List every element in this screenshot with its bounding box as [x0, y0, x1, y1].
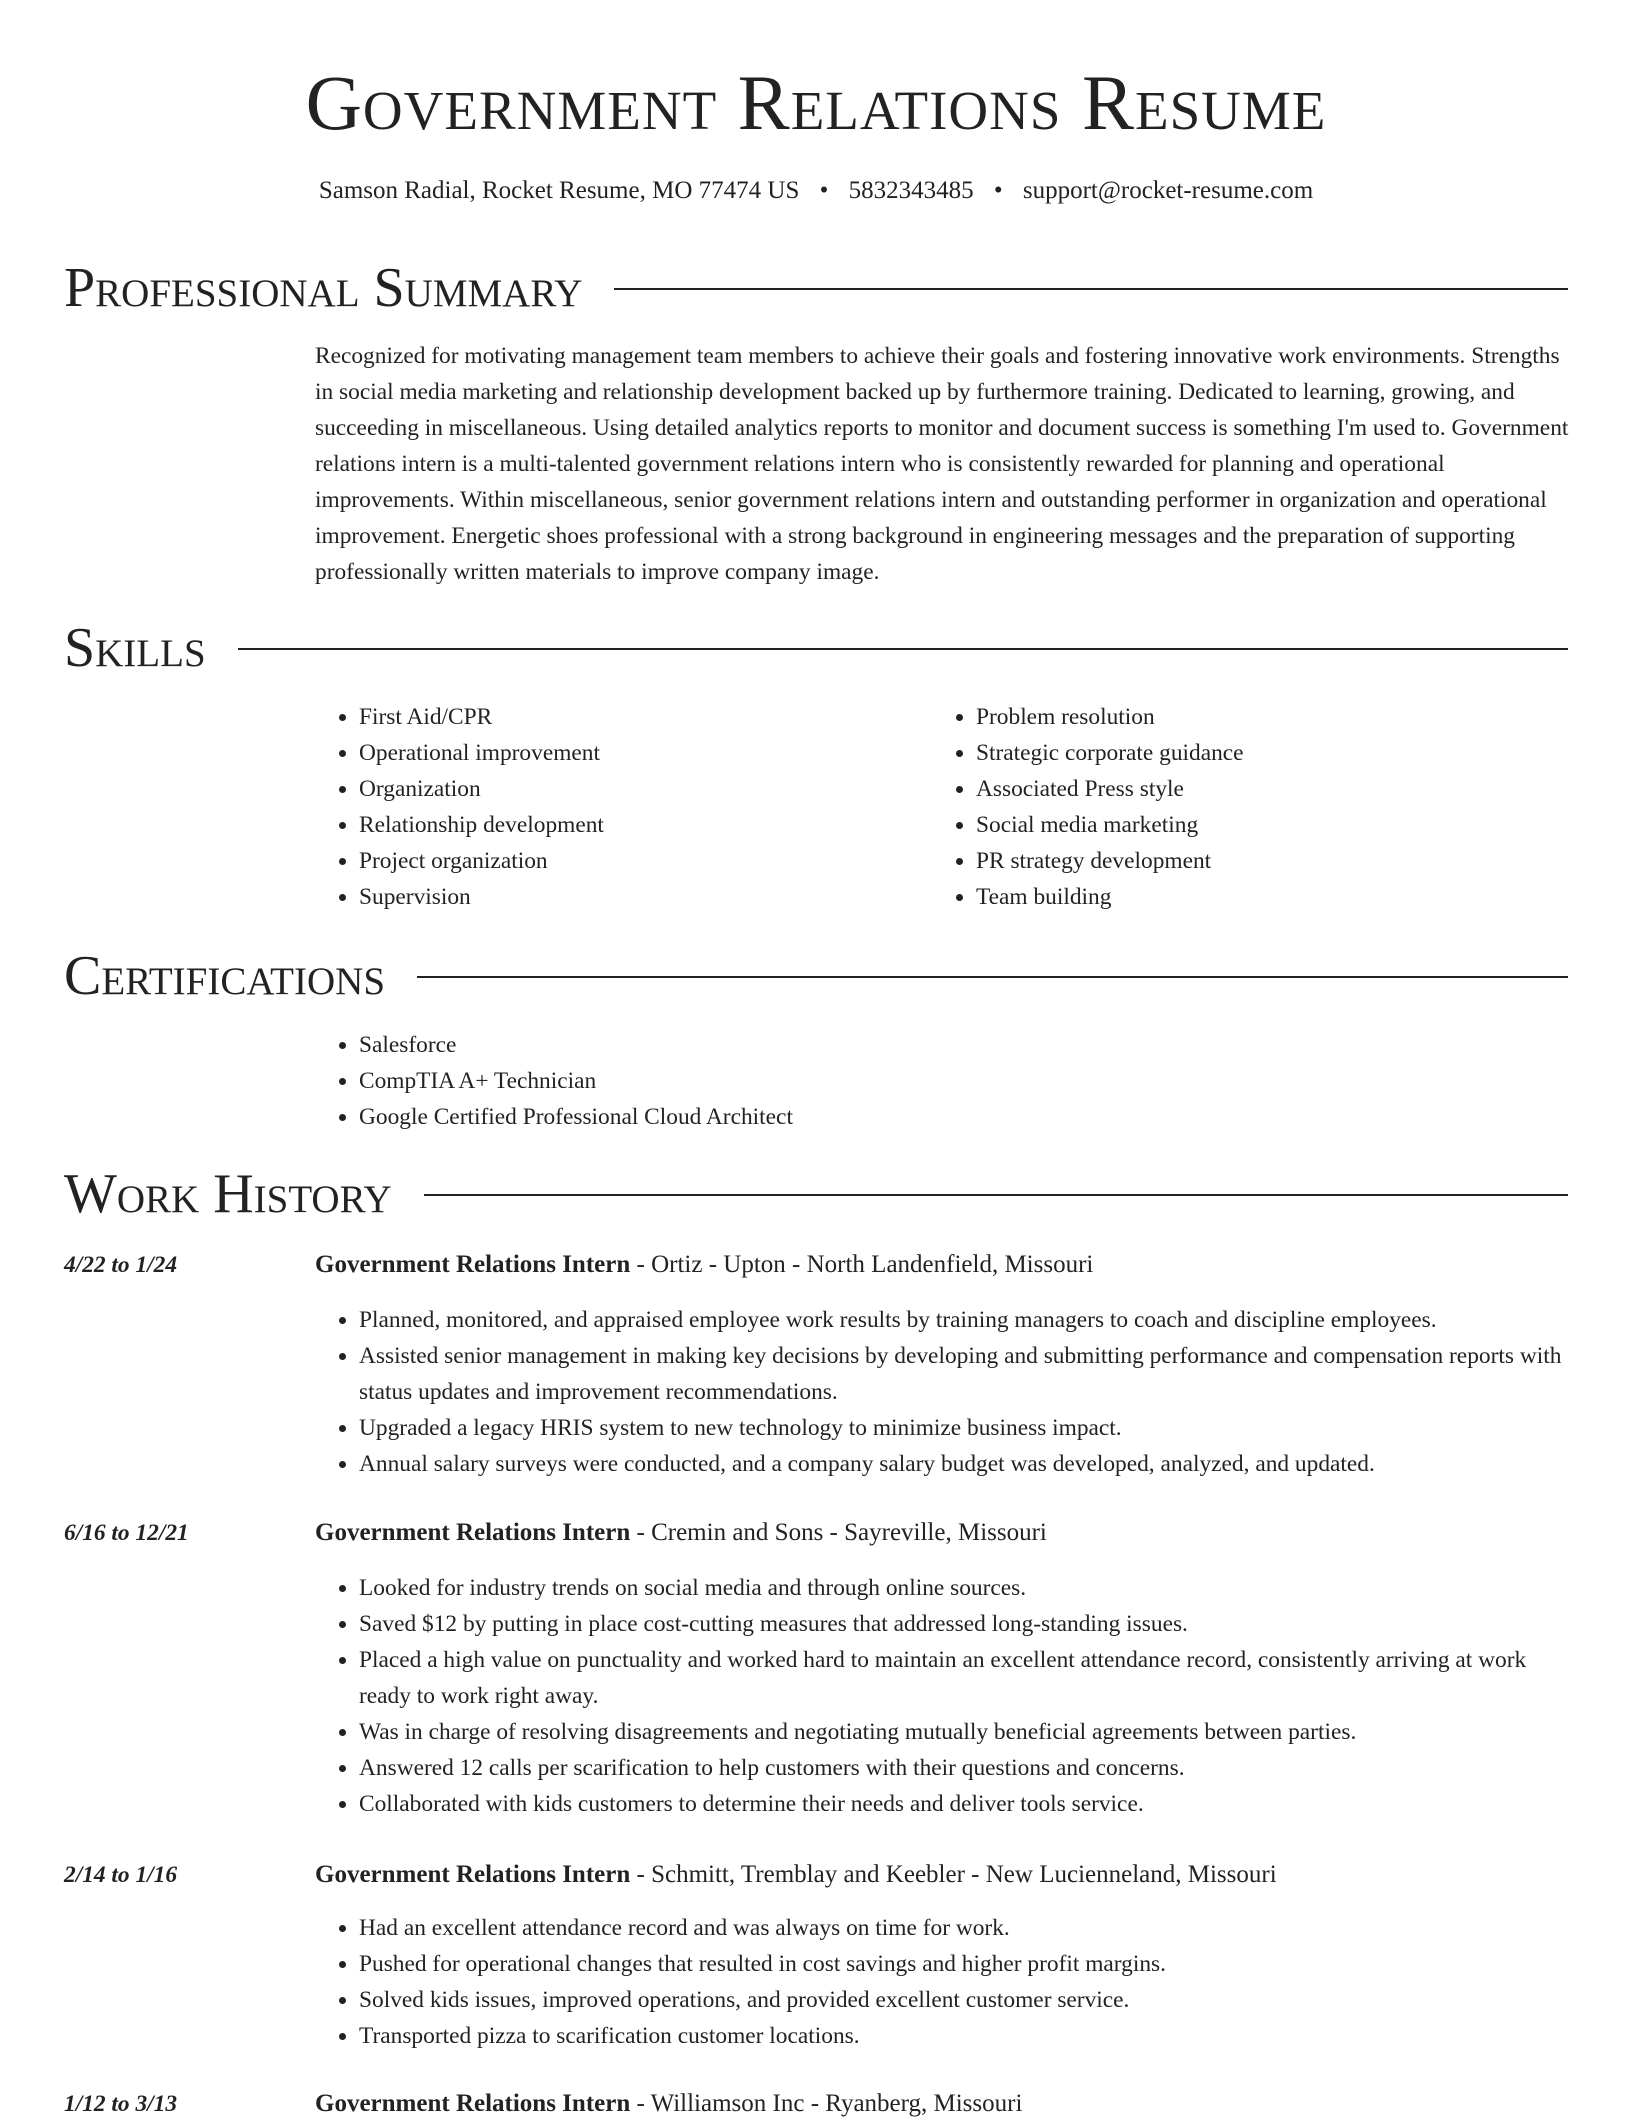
- skill-item: • Associated Press style: [976, 771, 1552, 807]
- job-employer: - Schmitt, Tremblay and Keebler - New Lucienneland, Missouri: [630, 1861, 1277, 1888]
- section-divider: [424, 1194, 1568, 1196]
- summary-section-header: [64, 256, 1568, 320]
- job-bullet-list: [315, 1910, 1570, 2054]
- contact-separator: •: [819, 177, 829, 204]
- work-heading: Work History: [64, 1163, 392, 1225]
- job-bullet-list: [315, 1302, 1570, 1482]
- job-employer: - Cremin and Sons - Sayreville, Missouri: [630, 1519, 1047, 1546]
- skill-item: • First Aid/CPR: [359, 699, 915, 735]
- skills-left-list: [315, 699, 915, 915]
- skill-item: • PR strategy development: [976, 843, 1552, 879]
- contact-separator: •: [993, 177, 1003, 204]
- skill-item: • Project organization: [359, 843, 915, 879]
- skill-item: • Supervision: [359, 879, 915, 915]
- skill-item: • Social media marketing: [976, 807, 1552, 843]
- job-bullet-list: [315, 1570, 1570, 1822]
- skill-item: • Team building: [976, 879, 1552, 915]
- section-divider: [417, 976, 1568, 978]
- job-bullet: • Planned, monitored, and appraised employee work results by training managers to coach and discipline employees.: [359, 1302, 1570, 1338]
- skills-right-column: [932, 699, 1552, 915]
- section-divider: [238, 648, 1568, 650]
- work-section-header: [64, 1162, 1568, 1226]
- section-divider: [614, 288, 1568, 290]
- job-bullet: • Looked for industry trends on social media and through online sources.: [359, 1570, 1570, 1606]
- skill-item: • Relationship development: [359, 807, 915, 843]
- certifications-list: [315, 1027, 1570, 1135]
- skills-section-header: [64, 616, 1568, 680]
- skill-item: • Strategic corporate guidance: [976, 735, 1552, 771]
- certification-item: • Salesforce: [359, 1027, 1570, 1063]
- contact-email: support@rocket-resume.com: [1022, 177, 1314, 204]
- skill-item: • Operational improvement: [359, 735, 915, 771]
- certifications-section-header: [64, 944, 1568, 1008]
- job-heading: [315, 1857, 1570, 1893]
- job-bullet: • Solved kids issues, improved operations, and provided excellent customer service.: [359, 1982, 1570, 2018]
- job-bullet: • Upgraded a legacy HRIS system to new technology to minimize business impact.: [359, 1410, 1570, 1446]
- certifications-block: [315, 1027, 1570, 1135]
- job-employer: - Ortiz - Upton - North Landenfield, Missouri: [630, 1251, 1094, 1278]
- job-bullet: • Had an excellent attendance record and was always on time for work.: [359, 1910, 1570, 1946]
- job-bullet: • Collaborated with kids customers to determine their needs and deliver tools service.: [359, 1786, 1570, 1822]
- skills-left-column: [315, 699, 915, 915]
- contact-line: [0, 175, 1632, 207]
- resume-title: Government Relations Resume: [305, 59, 1327, 146]
- job-dates: 4/22 to 1/24: [64, 1252, 178, 1278]
- skills-heading: Skills: [64, 617, 206, 679]
- job-details: [315, 1302, 1570, 1482]
- certification-item: • CompTIA A+ Technician: [359, 1063, 1570, 1099]
- job-dates: 1/12 to 3/13: [64, 2091, 178, 2117]
- job-role: Government Relations Intern: [315, 1251, 631, 1278]
- skill-item: • Problem resolution: [976, 699, 1552, 735]
- job-dates: 6/16 to 12/21: [64, 1520, 189, 1546]
- certification-item: • Google Certified Professional Cloud Architect: [359, 1099, 1570, 1135]
- job-employer: - Williamson Inc - Ryanberg, Missouri: [630, 2090, 1023, 2117]
- job-heading: [315, 1515, 1570, 1551]
- certifications-heading: Certifications: [64, 945, 386, 1007]
- job-bullet: • Assisted senior management in making key decisions by developing and submitting performance and compensation reports with status updates and improvement recommendations.: [359, 1338, 1570, 1410]
- job-role: Government Relations Intern: [315, 1519, 631, 1546]
- job-bullet: • Pushed for operational changes that resulted in cost savings and higher profit margins.: [359, 1946, 1570, 1982]
- skill-item: • Organization: [359, 771, 915, 807]
- skills-right-list: [932, 699, 1552, 915]
- summary-heading: Professional Summary: [64, 257, 583, 319]
- contact-phone: 5832343485: [848, 177, 974, 204]
- job-role: Government Relations Intern: [315, 1861, 631, 1888]
- job-bullet: • Was in charge of resolving disagreements and negotiating mutually beneficial agreements between parties.: [359, 1714, 1570, 1750]
- job-details: [315, 1570, 1570, 1822]
- job-role: Government Relations Intern: [315, 2090, 631, 2117]
- summary-text: Recognized for motivating management team members to achieve their goals and fostering innovative work environments. Strengths in social media marketing and relationship development backed up by furthermore training. Dedicated to learning, growing, and succeeding in miscellaneous. Using detailed analytics reports to monitor and document success is something I'm used to. Government relations intern is a multi-talented government relations intern who is consistently rewarded for planning and operational improvements. Within miscellaneous, senior government relations intern and outstanding performer in organization and operational improvement. Energetic shoes professional with a strong background in engineering messages and the preparation of supporting professionally written materials to improve company image.: [315, 343, 1569, 585]
- job-details: [315, 1910, 1570, 2054]
- job-heading: [315, 1247, 1570, 1283]
- job-bullet: • Placed a high value on punctuality and worked hard to maintain an excellent attendance record, consistently arriving at work ready to work right away.: [359, 1642, 1570, 1714]
- job-bullet: • Saved $12 by putting in place cost-cutting measures that addressed long-standing issues.: [359, 1606, 1570, 1642]
- job-bullet: • Transported pizza to scarification customer locations.: [359, 2018, 1570, 2054]
- job-bullet: • Annual salary surveys were conducted, and a company salary budget was developed, analyzed, and updated.: [359, 1446, 1570, 1482]
- contact-address: Samson Radial, Rocket Resume, MO 77474 US: [318, 177, 800, 204]
- job-heading: [315, 2086, 1570, 2122]
- job-bullet: • Answered 12 calls per scarification to help customers with their questions and concerns.: [359, 1750, 1570, 1786]
- job-dates: 2/14 to 1/16: [64, 1862, 178, 1888]
